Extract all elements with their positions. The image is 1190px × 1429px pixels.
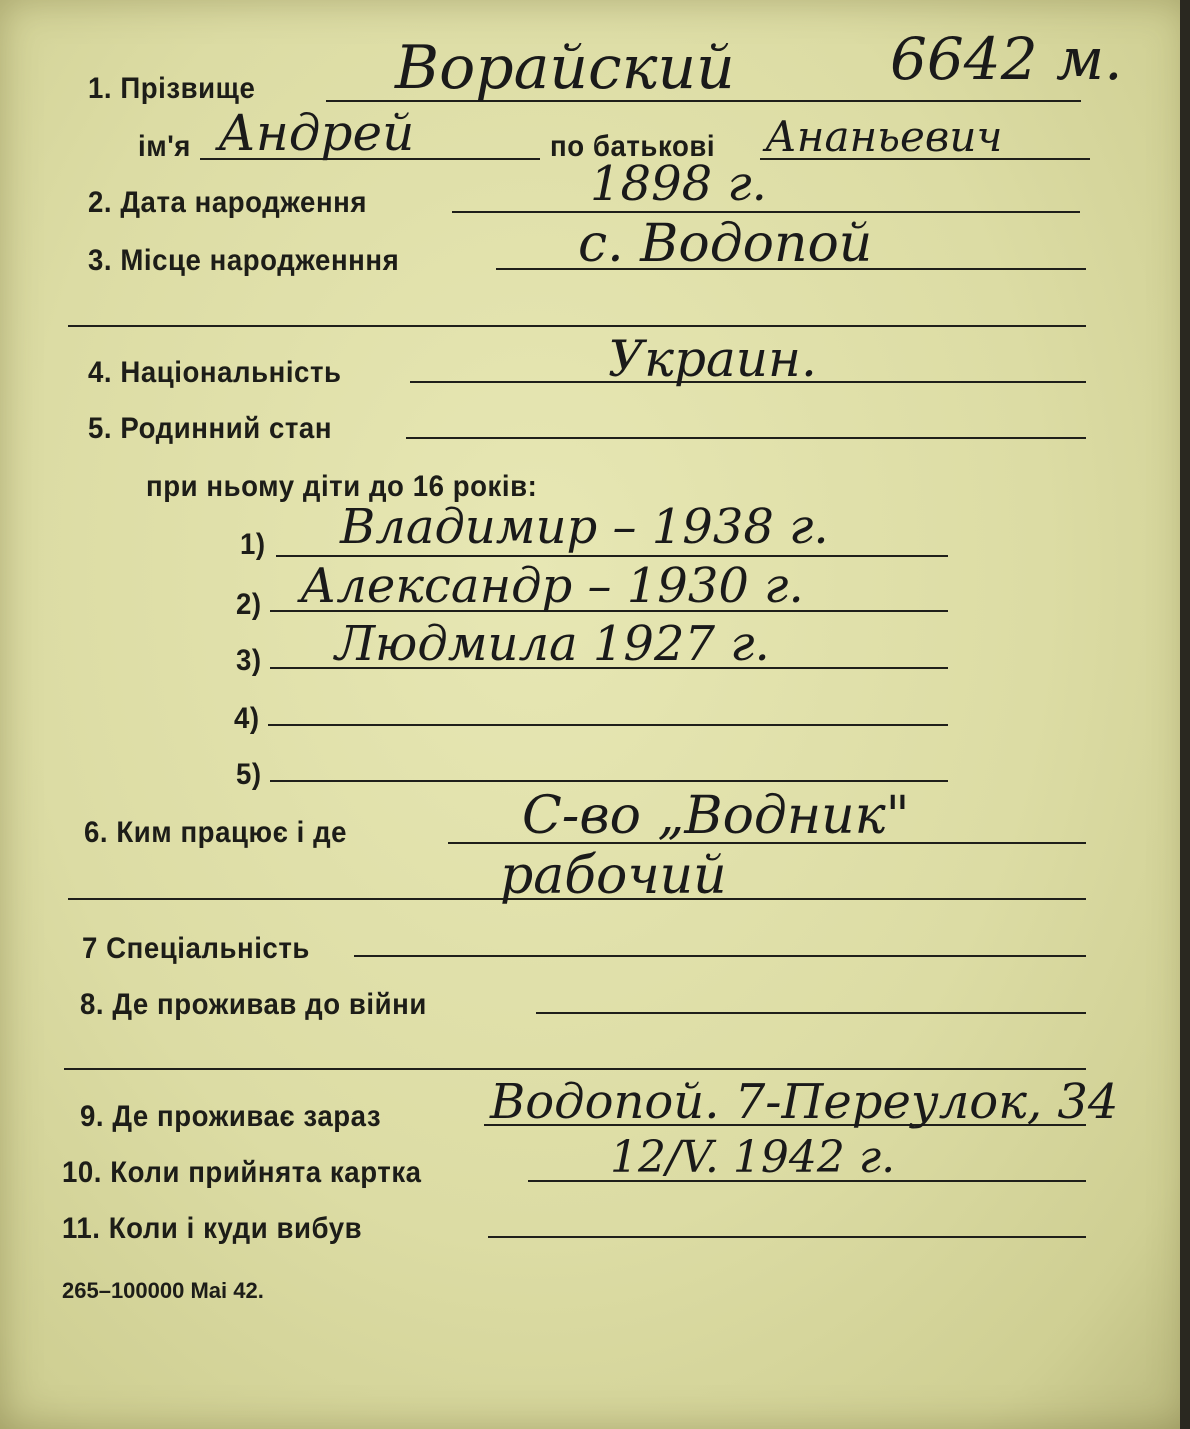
- label-birth-date: 2. Дата народження: [88, 186, 368, 219]
- value-child-3: Людмила 1927 г.: [335, 616, 770, 672]
- label-child-4: 4): [234, 702, 260, 735]
- label-patronymic: по батькові: [550, 130, 716, 163]
- value-position: рабочий: [500, 846, 727, 906]
- label-children: при ньому діти до 16 років:: [146, 470, 538, 503]
- label-departure: 11. Коли і куди вибув: [62, 1212, 363, 1245]
- line-child-5: [270, 780, 948, 782]
- line-child-1: [276, 555, 948, 557]
- label-surname: 1. Прізвище: [88, 72, 256, 105]
- line-child-4: [268, 724, 948, 726]
- value-card-number: 6642 м.: [890, 25, 1123, 93]
- value-workplace: С-во „Водник": [522, 786, 910, 846]
- line-prewar-residence: [536, 1012, 1086, 1014]
- value-surname: Ворайский: [395, 33, 735, 103]
- line-departure: [488, 1236, 1086, 1238]
- label-child-1: 1): [240, 528, 266, 561]
- label-prewar-residence: 8. Де проживав до війни: [80, 988, 427, 1021]
- label-first-name: ім'я: [138, 130, 191, 163]
- value-first-name: Андрей: [218, 104, 415, 162]
- value-current-residence: Водопой. 7-Переулок, 34: [490, 1074, 1119, 1130]
- label-current-residence: 9. Де проживає зараз: [80, 1100, 382, 1133]
- value-child-2: Александр – 1930 г.: [300, 558, 804, 614]
- label-card-accepted: 10. Коли прийнята картка: [62, 1156, 422, 1189]
- value-birth-place: с. Водопой: [578, 214, 873, 274]
- line-family-status: [406, 437, 1086, 439]
- label-family-status: 5. Родинний стан: [88, 412, 333, 445]
- line-specialty: [354, 955, 1086, 957]
- value-nationality: Украин.: [608, 330, 817, 388]
- label-child-2: 2): [236, 588, 262, 621]
- value-birth-year: 1898 г.: [590, 156, 767, 212]
- label-workplace: 6. Ким працює і де: [84, 816, 348, 849]
- label-nationality: 4. Національність: [88, 356, 342, 389]
- label-specialty: 7 Спеціальність: [82, 932, 310, 965]
- value-card-date: 12/V. 1942 г.: [610, 1132, 896, 1183]
- line-prewar-residence-extra: [64, 1068, 1086, 1070]
- value-patronymic: Ананьевич: [765, 112, 1003, 161]
- label-child-3: 3): [236, 644, 262, 677]
- line-birth-place-extra: [68, 325, 1086, 327]
- label-child-5: 5): [236, 758, 262, 791]
- card-edge-shadow: [1180, 0, 1190, 1429]
- label-birth-place: 3. Місце народженння: [88, 244, 400, 277]
- value-child-1: Владимир – 1938 г.: [340, 499, 829, 555]
- print-run-footer: 265–100000 Mai 42.: [62, 1278, 264, 1303]
